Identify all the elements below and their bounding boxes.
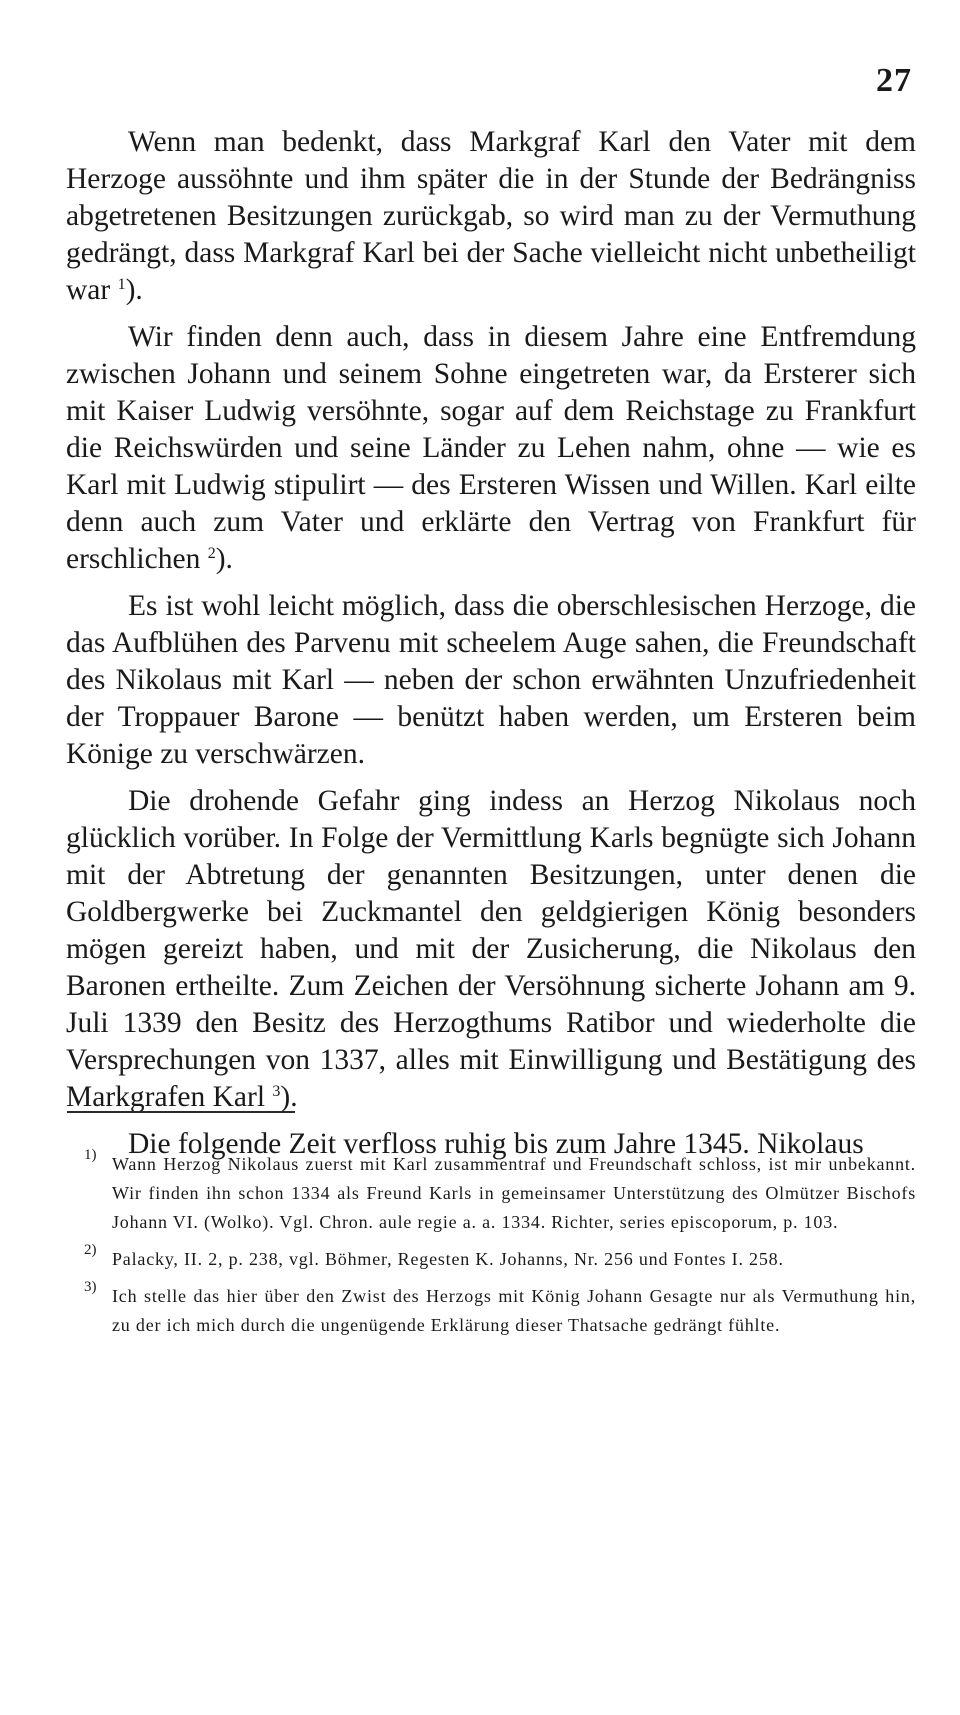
paragraph-text: Wenn man bedenkt, dass Markgraf Karl den Vater mit dem Herzoge aussöhnte und ihm später die in der Stunde der Bedrängniss abgetretenen Besitzungen zurückgab, so wird man zu der Vermuthung gedrängt, dass Markgraf Karl bei der Sache vielleicht nicht unbetheiligt war — [66, 126, 916, 306]
paragraph-4: Die drohende Gefahr ging indess an Herzog Nikolaus noch glücklich vorüber. In Folge der Vermittlung Karls begnügte sich Johann mit der Abtretung der genannten Besitzungen, unter denen die Goldbergwerke bei Zuckmantel den geldgierigen König besonders mögen gereizt haben, und mit der Zusicherung, die Nikolaus den Baronen ertheilte. Zum Zeichen der Versöhnung sicherte Johann am 9. Juli 1339 den Besitz des Herzogthums Ratibor und wiederholte die Versprechungen von 1337, alles mit Einwilligung und Bestätigung des Markgrafen Karl $^3$). — [66, 785, 916, 1113]
footnote-2 — [66, 1242, 916, 1274]
footnote-3 — [66, 1279, 916, 1340]
page-number: 27 — [876, 62, 912, 99]
footnotes — [66, 1147, 916, 1348]
footnote-separator — [67, 1111, 295, 1113]
footnote-mark: 3) — [84, 1279, 97, 1295]
body-text — [66, 124, 916, 1173]
footnote-ref-3[interactable]: 3 — [272, 1083, 281, 1100]
footnote-text: Palacky, II. 2, p. 238, vgl. Böhmer, Regesten K. Johanns, Nr. 256 und Fontes I. 258. — [112, 1249, 784, 1269]
paragraph-1: Wenn man bedenkt, dass Markgraf Karl den Vater mit dem Herzoge aussöhnte und ihm später die in der Stunde der Bedrängniss abgetretenen Besitzungen zurückgab, so wird man zu der Vermuthung gedrängt, dass Markgraf Karl bei der Sache vielleicht nicht unbetheiligt war $^1$). — [66, 126, 916, 306]
footnote-mark: 2) — [84, 1242, 97, 1258]
footnote-1 — [66, 1147, 916, 1237]
paragraph-2: Wir finden denn auch, dass in diesem Jahre eine Entfremdung zwischen Johann und seinem Sohne eingetreten war, da Ersterer sich mit Kaiser Ludwig versöhnte, sogar auf dem Reichstage zu Frankfurt die Reichswürden und seine Länder zu Lehen nahm, ohne — wie es Karl mit Ludwig stipulirt — des Ersteren Wissen und Willen. Karl eilte denn auch zum Vater und erklärte den Vertrag von Frankfurt für erschlichen $^2$). — [66, 321, 916, 575]
paragraph-3 — [66, 588, 916, 773]
paragraph-text: Wir finden denn auch, dass in diesem Jahre eine Entfremdung zwischen Johann und seinem Sohne eingetreten war, da Ersterer sich mit Kaiser Ludwig versöhnte, sogar auf dem Reichstage zu Frankfurt die Reichswürden und seine Länder zu Lehen nahm, ohne — wie es Karl mit Ludwig stipulirt — des Ersteren Wissen und Willen. Karl eilte denn auch zum Vater und erklärte den Vertrag von Frankfurt für erschlichen — [66, 321, 916, 575]
footnote-text: Wann Herzog Nikolaus zuerst mit Karl zusammentraf und Freundschaft schloss, ist mir unbekannt. Wir finden ihn schon 1334 als Freund Karls in gemeinsamer Unterstützung des Olmützer Bischofs Johann VI. (Wolko). Vgl. Chron. aule regie a. a. 1334. Richter, series episcoporum, p. 103. — [112, 1154, 916, 1232]
footnote-text: Ich stelle das hier über den Zwist des Herzogs mit König Johann Gesagte nur als Vermuthung hin, zu der ich mich durch die ungenügende Erklärung dieser Thatsache gedrängt fühlte. — [112, 1286, 916, 1335]
footnote-ref-1[interactable]: 1 — [117, 276, 126, 293]
footnote-ref-2[interactable]: 2 — [207, 545, 216, 562]
paragraph-text: Es ist wohl leicht möglich, dass die oberschlesischen Herzoge, die das Aufblühen des Parvenu mit scheelem Auge sahen, die Freundschaft des Nikolaus mit Karl — neben der schon erwähnten Unzufriedenheit der Troppauer Barone — benützt haben werden, um Ersteren beim Könige zu verschwärzen. — [66, 590, 916, 770]
paragraph-text: Die folgende Zeit verfloss ruhig bis zum Jahre 1345. Nikolaus — [128, 1128, 864, 1160]
footnote-mark: 1) — [84, 1147, 97, 1163]
paragraph-text: Die drohende Gefahr ging indess an Herzog Nikolaus noch glücklich vorüber. In Folge der Vermittlung Karls begnügte sich Johann mit der Abtretung der genannten Besitzungen, unter denen die Goldbergwerke bei Zuckmantel den geldgierigen König besonders mögen gereizt haben, und mit der Zusicherung, die Nikolaus den Baronen ertheilte. Zum Zeichen der Versöhnung sicherte Johann am 9. Juli 1339 den Besitz des Herzogthums Ratibor und wiederholte die Versprechungen von 1337, alles mit Einwilligung und Bestätigung des Markgrafen Karl — [66, 785, 916, 1113]
